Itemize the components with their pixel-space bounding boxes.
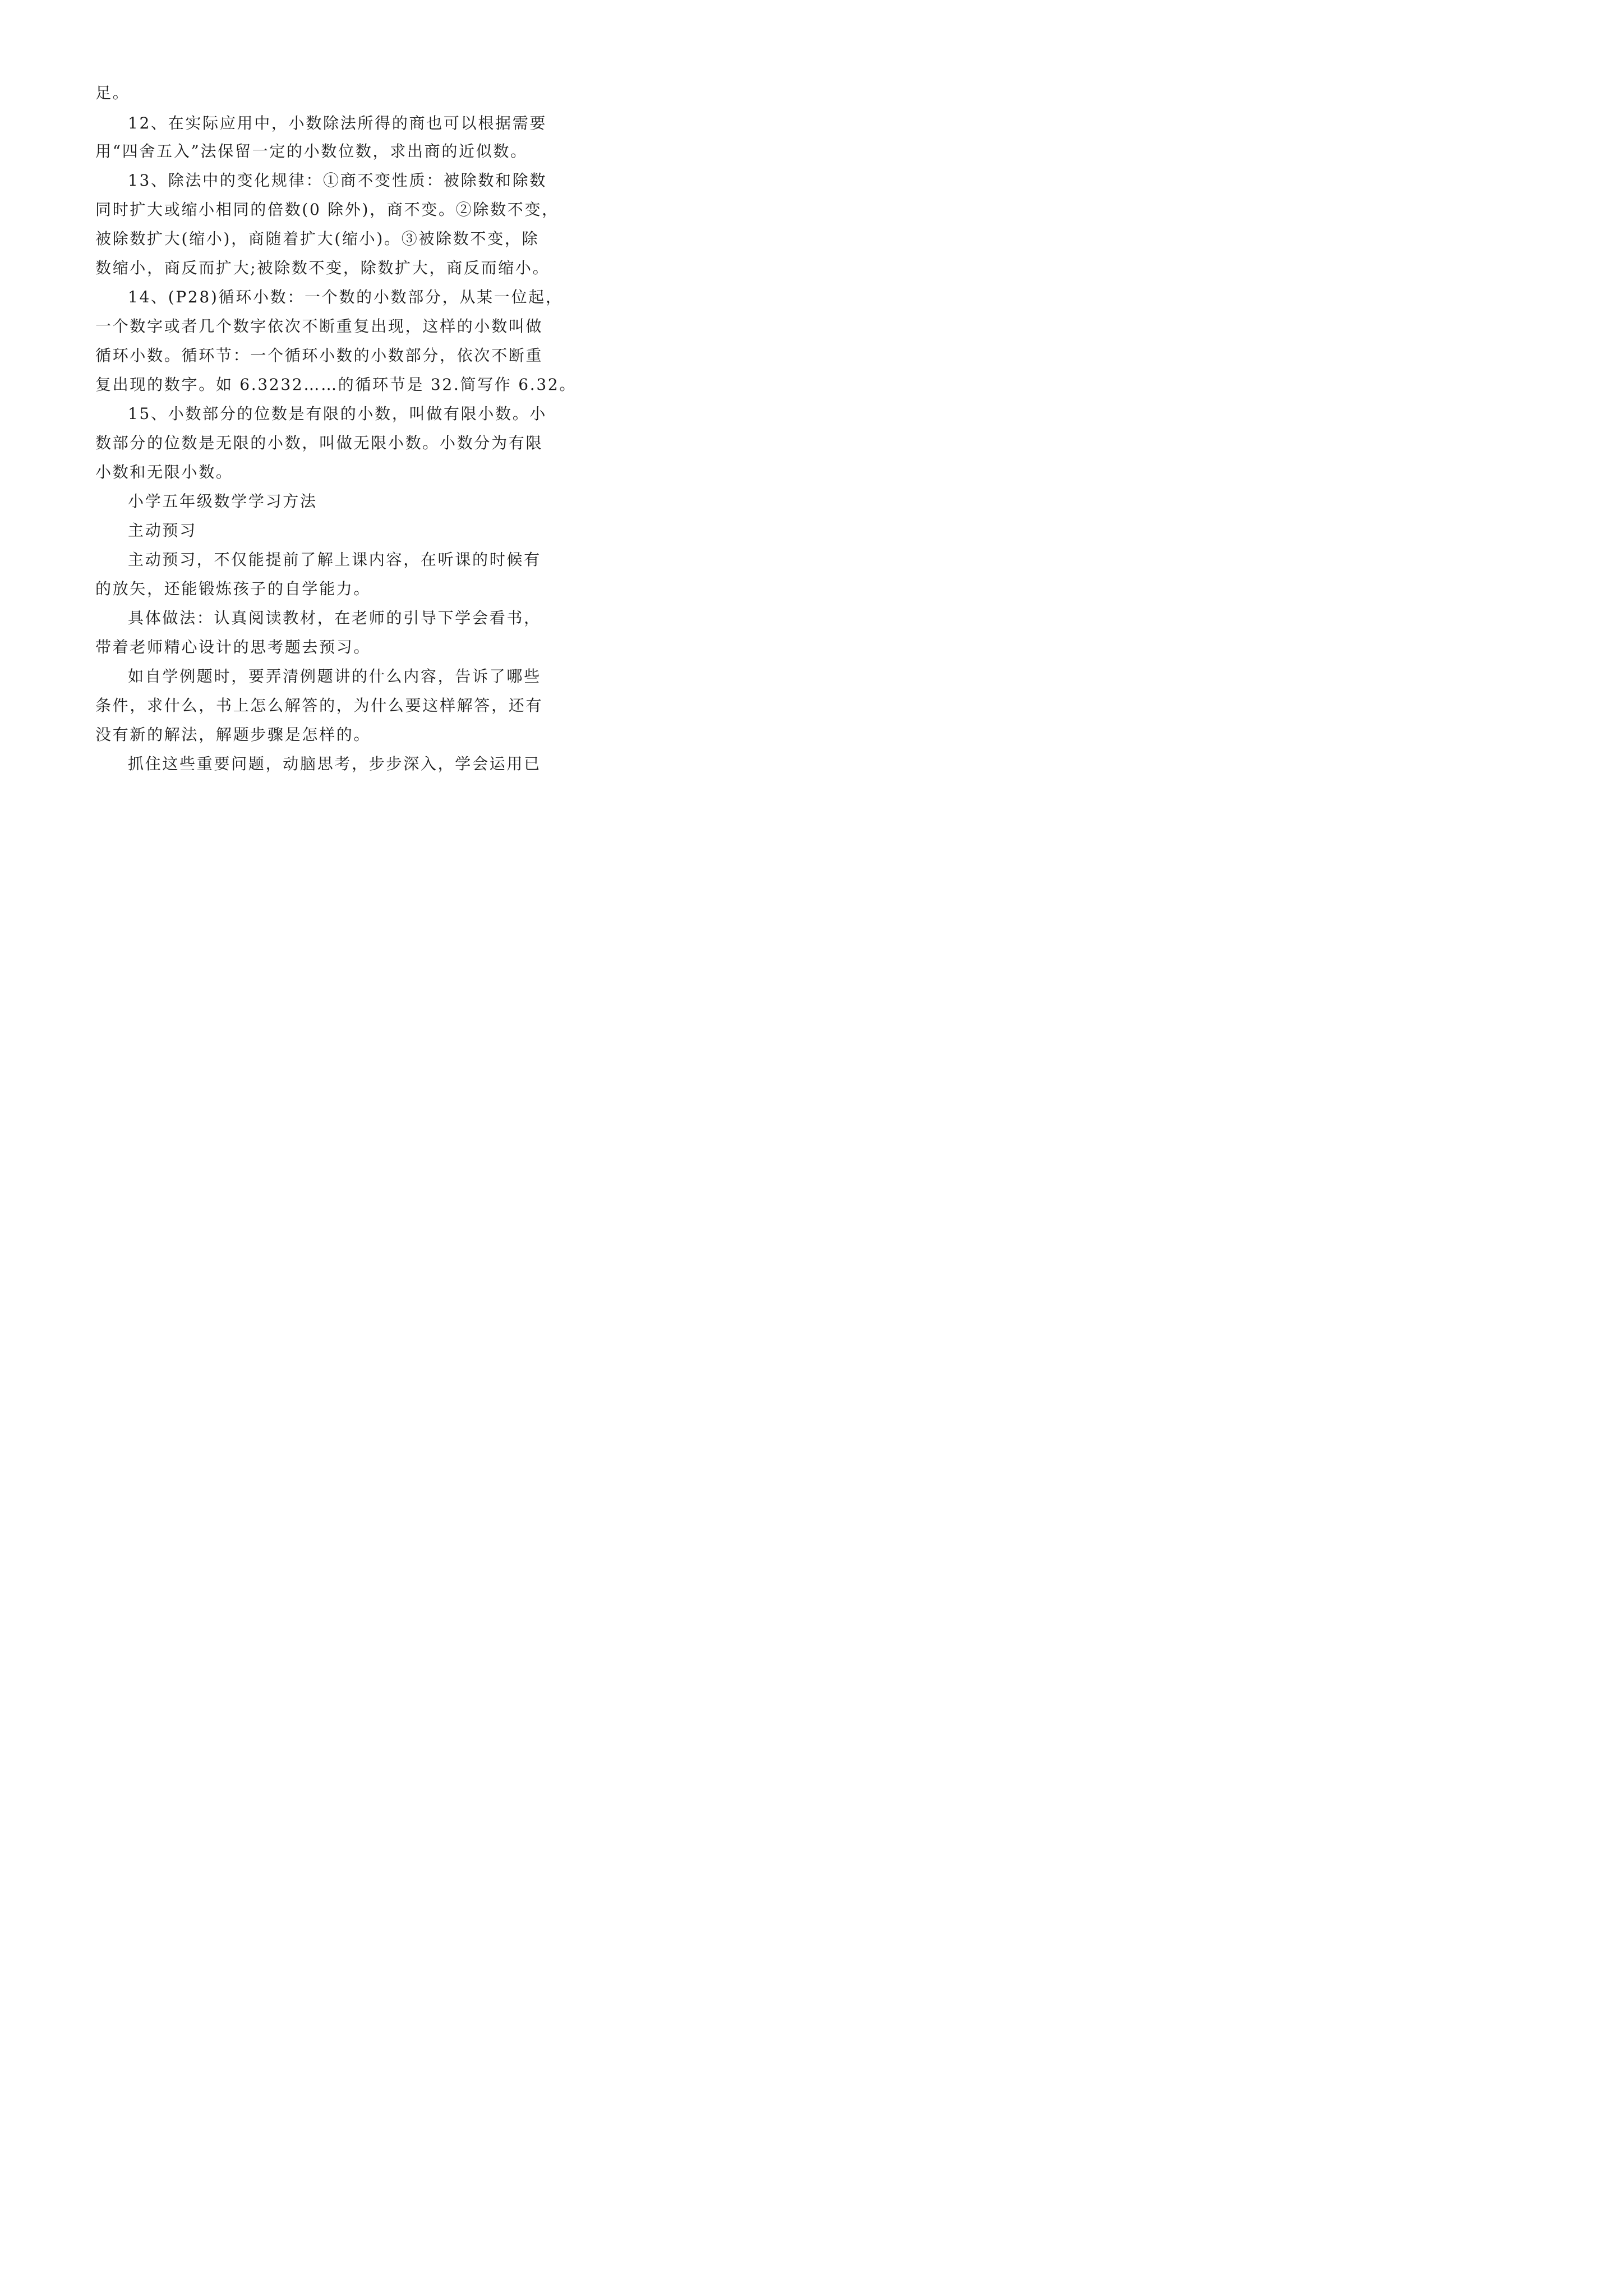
example-paragraph-line-1: 如自学例题时，要弄清例题讲的什么内容，告诉了哪些 [128,667,541,685]
paragraph-13-line-3: 被除数扩大(缩小)，商随着扩大(缩小)。③被除数不变，除 [95,229,540,248]
paragraph-13-line-2: 同时扩大或缩小相同的倍数(0 除外)，商不变。②除数不变， [95,200,559,219]
preview-paragraph-line-1: 主动预习，不仅能提前了解上课内容，在听课的时候有 [128,550,541,569]
paragraph-12-line-2: 用“四舍五入”法保留一定的小数位数，求出商的近似数。 [95,142,528,160]
paragraph-14-line-2: 一个数字或者几个数字依次不断重复出现，这样的小数叫做 [95,317,543,335]
sub-heading: 主动预习 [128,521,197,540]
closing-paragraph-line-1: 抓住这些重要问题，动脑思考，步步深入，学会运用已 [128,754,541,773]
paragraph-13-line-1: 13、除法中的变化规律：①商不变性质：被除数和除数 [128,171,547,190]
paragraph-14-line-3: 循环小数。循环节：一个循环小数的小数部分，依次不断重 [95,346,543,365]
method-paragraph-line-1: 具体做法：认真阅读教材，在老师的引导下学会看书， [128,609,541,627]
document-page [0,0,630,890]
text-line-1: 足。 [95,84,130,102]
paragraph-14-line-4: 复出现的数字。如 6.3232……的循环节是 32.简写作 6.32。 [95,375,577,394]
preview-paragraph-line-2: 的放矢，还能锻炼孩子的自学能力。 [95,579,371,598]
example-paragraph-line-3: 没有新的解法，解题步骤是怎样的。 [95,725,371,744]
paragraph-15-line-1: 15、小数部分的位数是有限的小数，叫做有限小数。小 [128,404,547,423]
paragraph-15-line-3: 小数和无限小数。 [95,463,233,481]
method-paragraph-line-2: 带着老师精心设计的思考题去预习。 [95,638,371,656]
paragraph-12-line-1: 12、在实际应用中，小数除法所得的商也可以根据需要 [128,114,547,132]
paragraph-15-line-2: 数部分的位数是无限的小数，叫做无限小数。小数分为有限 [95,434,543,452]
section-heading: 小学五年级数学学习方法 [128,492,317,510]
paragraph-14-line-1: 14、(P28)循环小数：一个数的小数部分，从某一位起， [128,288,563,306]
example-paragraph-line-2: 条件，求什么，书上怎么解答的，为什么要这样解答，还有 [95,696,543,715]
paragraph-13-line-4: 数缩小，商反而扩大;被除数不变，除数扩大，商反而缩小。 [95,259,550,277]
